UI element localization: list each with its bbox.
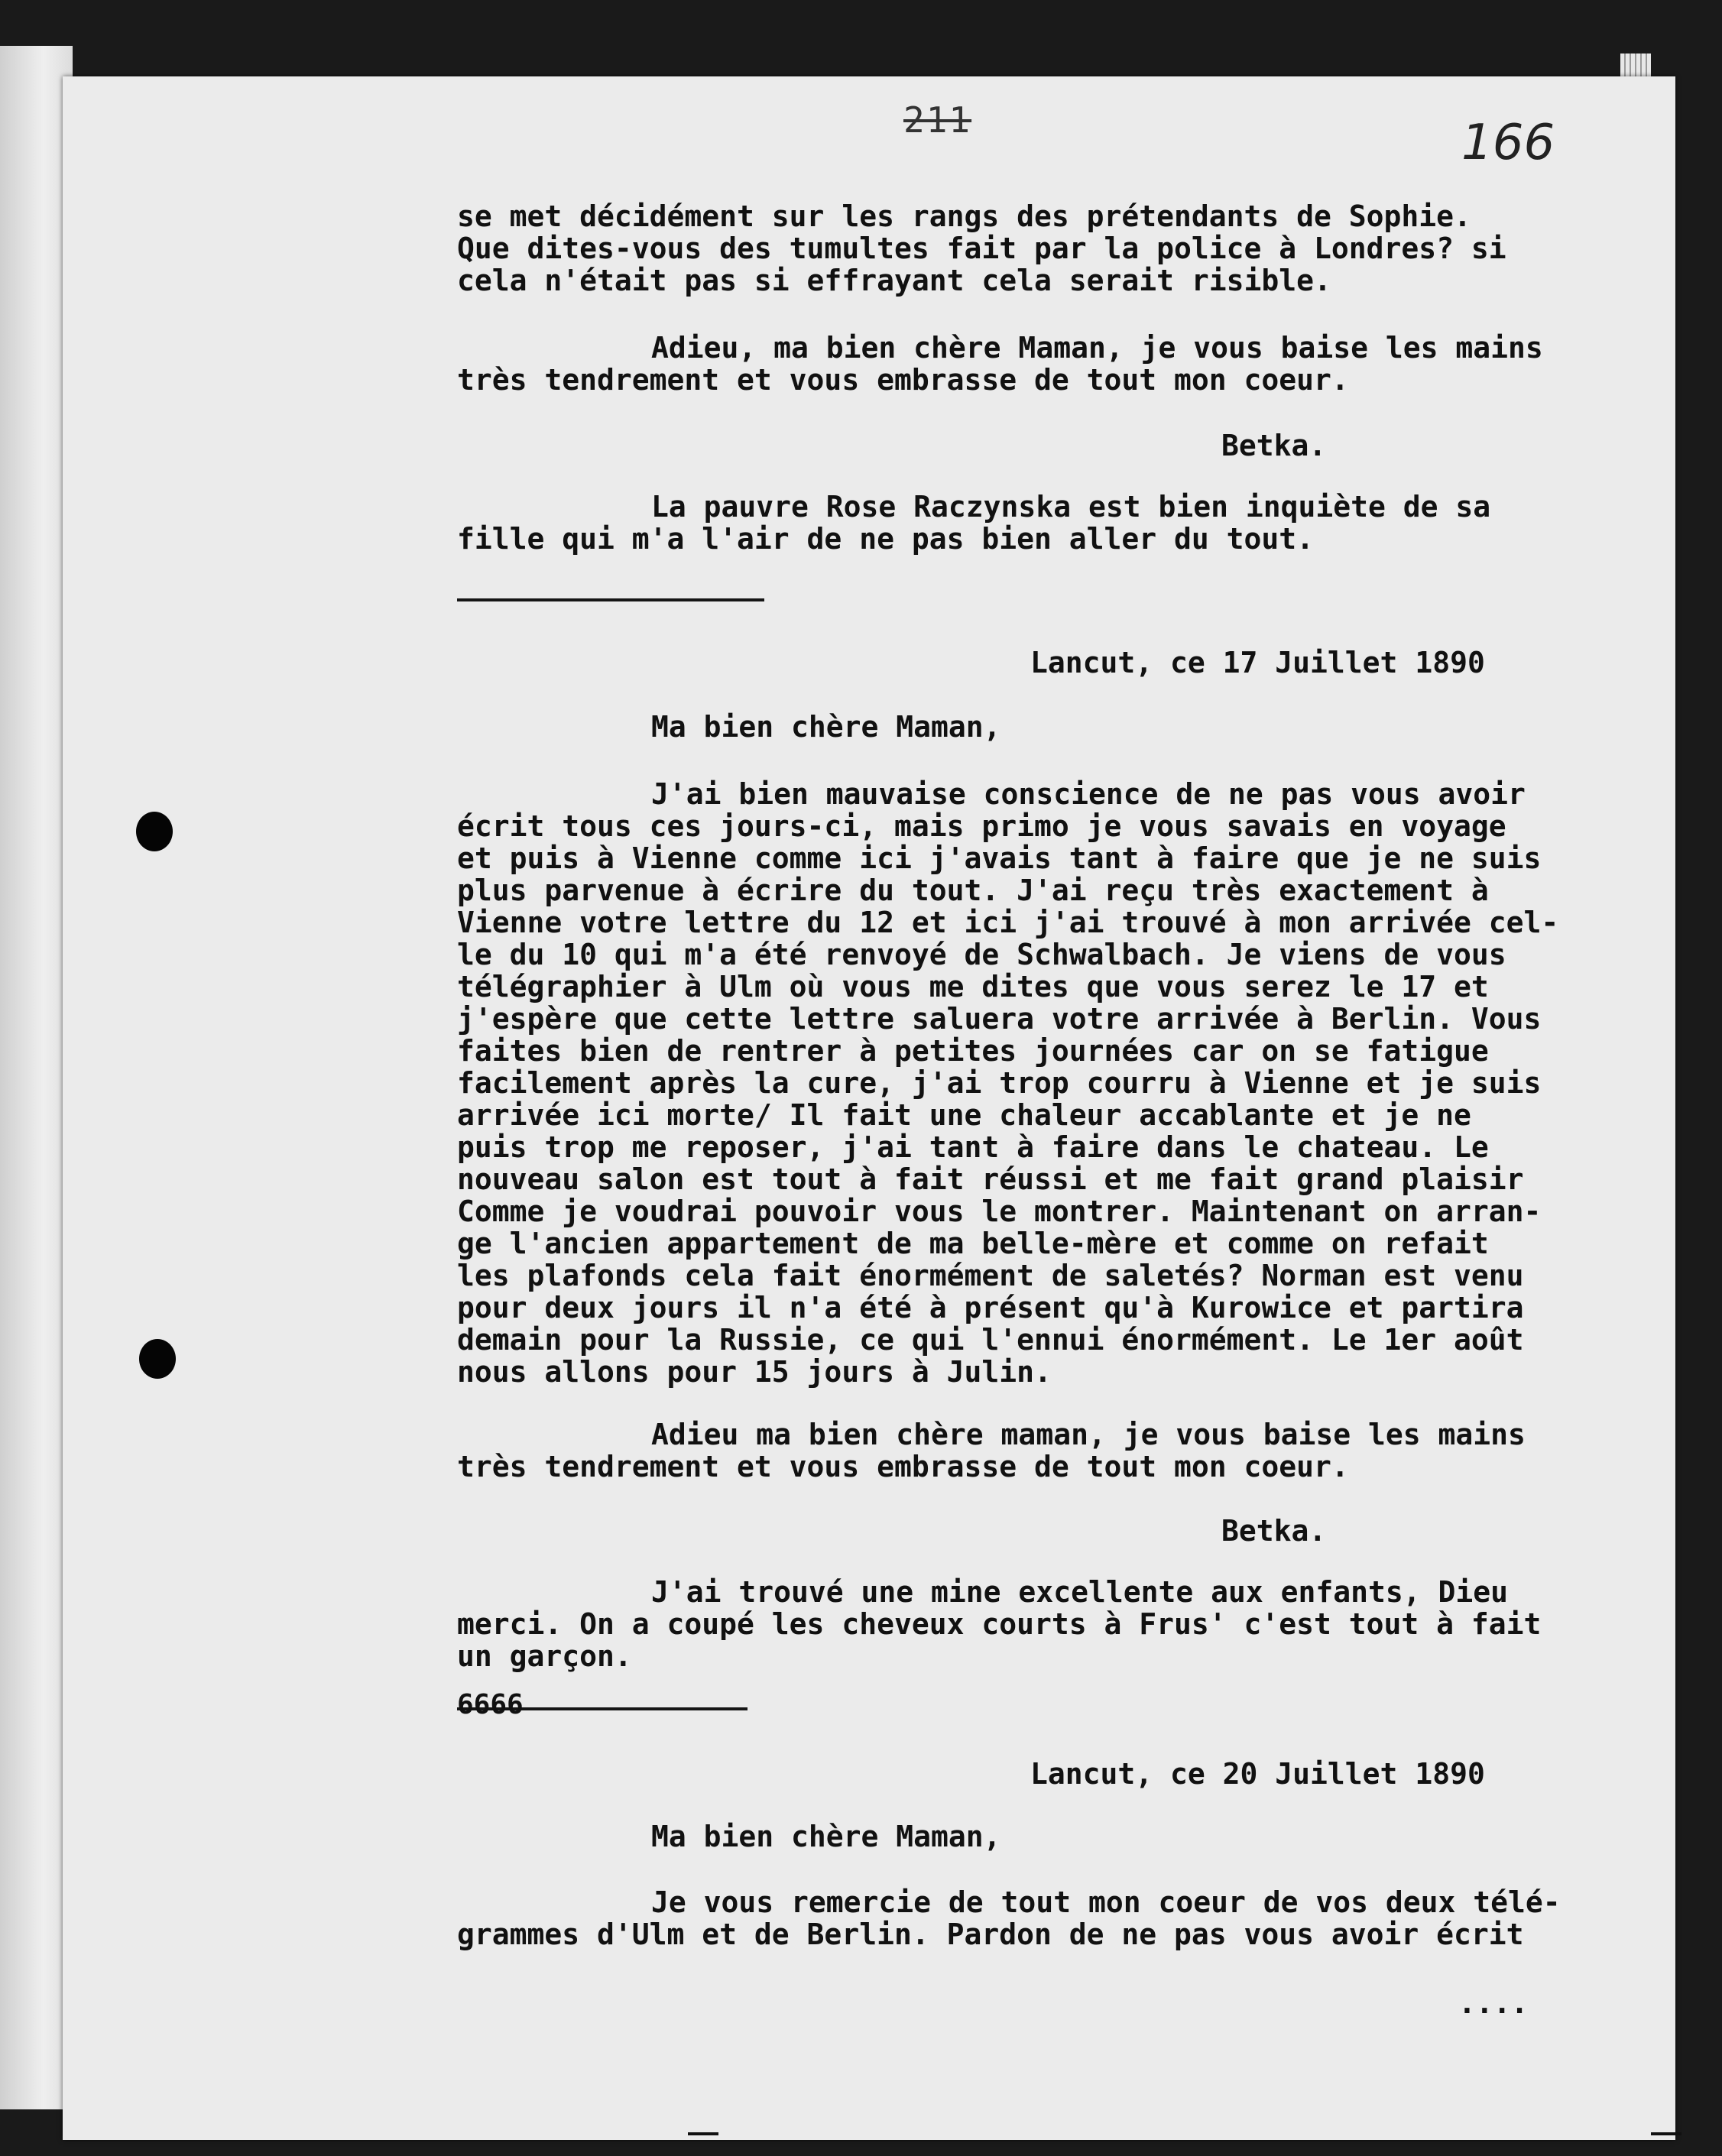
text-line: très tendrement et vous embrasse de tout mon coeur. (457, 363, 1349, 397)
text-line: les plafonds cela fait énormément de saletés? Norman est venu (457, 1259, 1524, 1292)
text-line: ge l'ancien appartement de ma belle-mère et comme on refait (457, 1227, 1489, 1260)
text-line: Adieu ma bien chère maman, je vous baise les mains (651, 1418, 1526, 1451)
text-line: cela n'était pas si effrayant cela serait risible. (457, 264, 1331, 297)
text-line: Lancut, ce 20 Juillet 1890 (1030, 1757, 1485, 1791)
text-line: Betka. (1221, 429, 1327, 462)
text-line: grammes d'Ulm et de Berlin. Pardon de ne pas vous avoir écrit (457, 1918, 1524, 1951)
text-line: demain pour la Russie, ce qui l'ennui énormément. Le 1er août (457, 1323, 1524, 1357)
text-line: télégraphier à Ulm où vous me dites que vous serez le 17 et (457, 970, 1489, 1003)
crossed-folio-number: 211 (903, 99, 972, 141)
text-line: pour deux jours il n'a été à présent qu'à Kurowice et partira (457, 1291, 1524, 1324)
text-line: arrivée ici morte/ Il fait une chaleur accablante et je ne (457, 1098, 1471, 1132)
text-line: le du 10 qui m'a été renvoyé de Schwalbach. Je viens de vous (457, 938, 1506, 971)
text-line: un garçon. (457, 1639, 632, 1673)
text-line: La pauvre Rose Raczynska est bien inquiète de sa (651, 490, 1491, 524)
text-line: plus parvenue à écrire du tout. J'ai reçu très exactement à (457, 874, 1489, 907)
page-number: 166 (1461, 115, 1555, 171)
text-line: Betka. (1221, 1514, 1327, 1548)
text-line: fille qui m'a l'air de ne pas bien aller du tout. (457, 522, 1315, 556)
text-line: J'ai trouvé une mine excellente aux enfants, Dieu (651, 1575, 1509, 1609)
separator-rule (457, 598, 764, 601)
text-line: J'ai bien mauvaise conscience de ne pas vous avoir (651, 777, 1526, 811)
text-line: puis trop me reposer, j'ai tant à faire dans le chateau. Le (457, 1130, 1489, 1164)
text-line: nous allons pour 15 jours à Julin. (457, 1355, 1052, 1389)
text-line: se met décidément sur les rangs des prétendants de Sophie. (457, 199, 1471, 233)
text-line: Ma bien chère Maman, (651, 710, 1001, 744)
text-line: faites bien de rentrer à petites journées car on se fatigue (457, 1034, 1489, 1068)
text-line: merci. On a coupé les cheveux courts à Frus' c'est tout à fait (457, 1607, 1542, 1641)
text-line: et puis à Vienne comme ici j'avais tant à faire que je ne suis (457, 841, 1542, 875)
underlying-sheet (0, 46, 73, 2109)
text-line: nouveau salon est tout à fait réussi et me fait grand plaisir (457, 1162, 1524, 1196)
text-line: très tendrement et vous embrasse de tout mon coeur. (457, 1450, 1349, 1483)
text-line: facilement après la cure, j'ai trop courru à Vienne et je suis (457, 1066, 1542, 1100)
corner-mark (688, 2132, 718, 2135)
text-line: Lancut, ce 17 Juillet 1890 (1030, 646, 1485, 679)
text-line: Je vous remercie de tout mon coeur de vos deux télé- (651, 1885, 1561, 1919)
punch-hole-bottom (139, 1339, 176, 1379)
text-line: Ma bien chère Maman, (651, 1820, 1001, 1853)
text-line: .... (1458, 1986, 1529, 2020)
text-line: Comme je voudrai pouvoir vous le montrer. Maintenant on arran- (457, 1195, 1542, 1228)
text-line: Vienne votre lettre du 12 et ici j'ai trouvé à mon arrivée cel- (457, 906, 1559, 939)
text-line: j'espère que cette lettre saluera votre arrivée à Berlin. Vous (457, 1002, 1542, 1036)
separator-mark: 6666 (457, 1689, 524, 1720)
punch-hole-top (136, 812, 173, 851)
text-line: Adieu, ma bien chère Maman, je vous baise les mains (651, 331, 1543, 365)
corner-mark (1651, 2132, 1681, 2135)
text-line: Que dites-vous des tumultes fait par la police à Londres? si (457, 232, 1506, 265)
text-line: écrit tous ces jours-ci, mais primo je vous savais en voyage (457, 809, 1506, 843)
